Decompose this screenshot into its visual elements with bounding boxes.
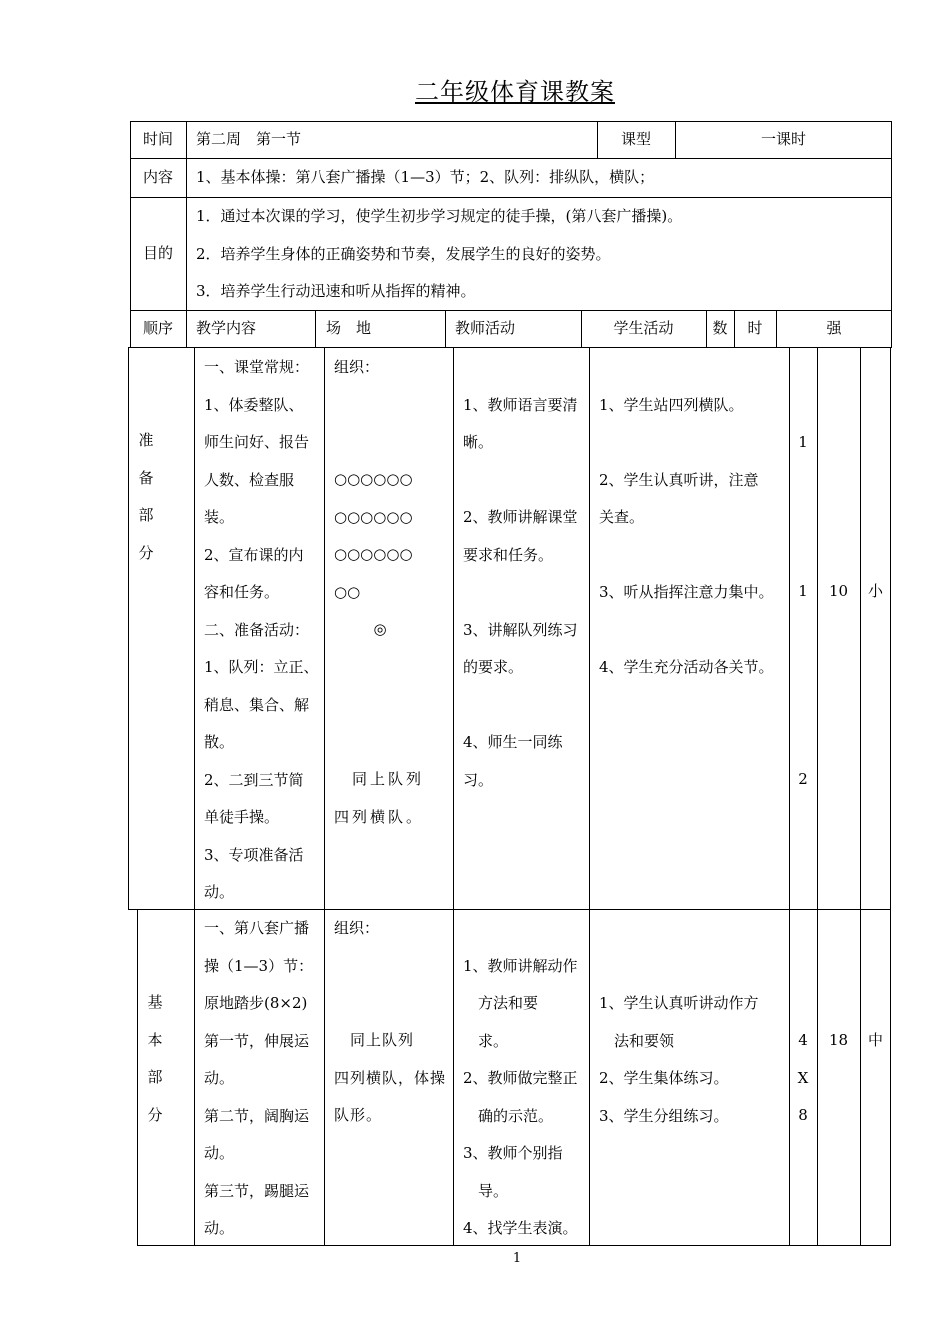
col-student: 学生活动 (613, 319, 674, 337)
col-teacher: 教师活动 (455, 319, 516, 337)
basic-content: 一、第八套广播 操（1—3）节： 原地踏步(8×2) 第一节，伸展运 动。 第二节，阔胸运 动。 第三节，踢腿运 动。 (204, 919, 314, 1237)
basic-intensity: 中 (867, 1031, 883, 1049)
prep-teacher: 1、教师语言要清 晰。 2、教师讲解课堂 要求和任务。 3、讲解队列练习 的要求。 4、师生一同练 习。 (463, 395, 578, 789)
goals-list (196, 198, 886, 311)
content-label: 内容 (142, 168, 173, 186)
basic-label: 基 本 部 分 (147, 993, 163, 1124)
goal-label: 目的 (142, 244, 173, 262)
goal-item: 3．培养学生行动迅速和听从指挥的精神。 (196, 282, 476, 300)
type-label: 课型 (620, 130, 651, 148)
goal-item: 1．通过本次课的学习，使学生初步学习规定的徒手操，(第八套广播操)。 (196, 207, 683, 225)
col-time: 时 (747, 319, 763, 337)
prep-venue-formation: ○○○○○○ ○○○○○○ ○○○○○○ ○○ (334, 470, 413, 601)
col-intensity: 强 (826, 319, 842, 337)
col-order: 顺序 (142, 319, 173, 337)
goal-item: 2．培养学生身体的正确姿势和节奏，发展学生的良好的姿势。 (196, 244, 611, 263)
prep-venue-teacher-mark: ◎ (373, 620, 387, 638)
prep-label: 准 备 部 分 (138, 431, 154, 562)
prep-content: 一、课堂常规： 1、体委整队、 师生问好、报告 人数、检查服 装。 2、宣布课的内 容和任务。 二、准备活动： 1、队列：立正、 稍息、集合、解 散。 2、二到三节简 单徒手操。 3、专项准备活 动。 (204, 358, 319, 901)
prep-venue-note: 同上队列 四列横队。 (334, 770, 425, 826)
time-value: 第二周 第一节 (196, 130, 302, 148)
col-content: 教学内容 (196, 319, 257, 337)
page-title: 二年级体育课教案 (415, 78, 615, 106)
prep-venue-org: 组织： (334, 358, 380, 376)
basic-teacher: 1、教师讲解动作 方法和要 求。 2、教师做完整正 确的示范。 3、教师个别指 导。 4、找学生表演。 (463, 956, 578, 1237)
prep-count-2: 1 (798, 582, 808, 600)
prep-count-3: 2 (798, 770, 808, 788)
page-number: 1 (512, 1251, 522, 1266)
basic-venue-org: 组织： (334, 919, 380, 937)
basic-count: 4 X 8 (797, 1031, 809, 1124)
type-value: 一课时 (760, 130, 806, 148)
prep-time: 10 (828, 582, 849, 600)
time-label: 时间 (142, 130, 173, 148)
basic-student: 1、学生认真听讲动作方 法和要领 2、学生集体练习。 3、学生分组练习。 (599, 994, 759, 1125)
basic-venue-note: 同上队列 四列横队，体操 队形。 (334, 1031, 447, 1124)
col-count: 数 (712, 319, 728, 337)
col-venue: 场 地 (326, 319, 372, 337)
prep-student: 1、学生站四列横队。 2、学生认真听讲，注意 关查。 3、听从指挥注意力集中。 4、学生充分活动各关节。 (599, 395, 774, 676)
prep-intensity: 小 (867, 582, 883, 600)
content-value: 1、基本体操：第八套广播操（1—3）节；2、队列：排纵队，横队； (196, 168, 655, 186)
basic-time: 18 (828, 1031, 849, 1049)
prep-count-1: 1 (798, 433, 808, 451)
